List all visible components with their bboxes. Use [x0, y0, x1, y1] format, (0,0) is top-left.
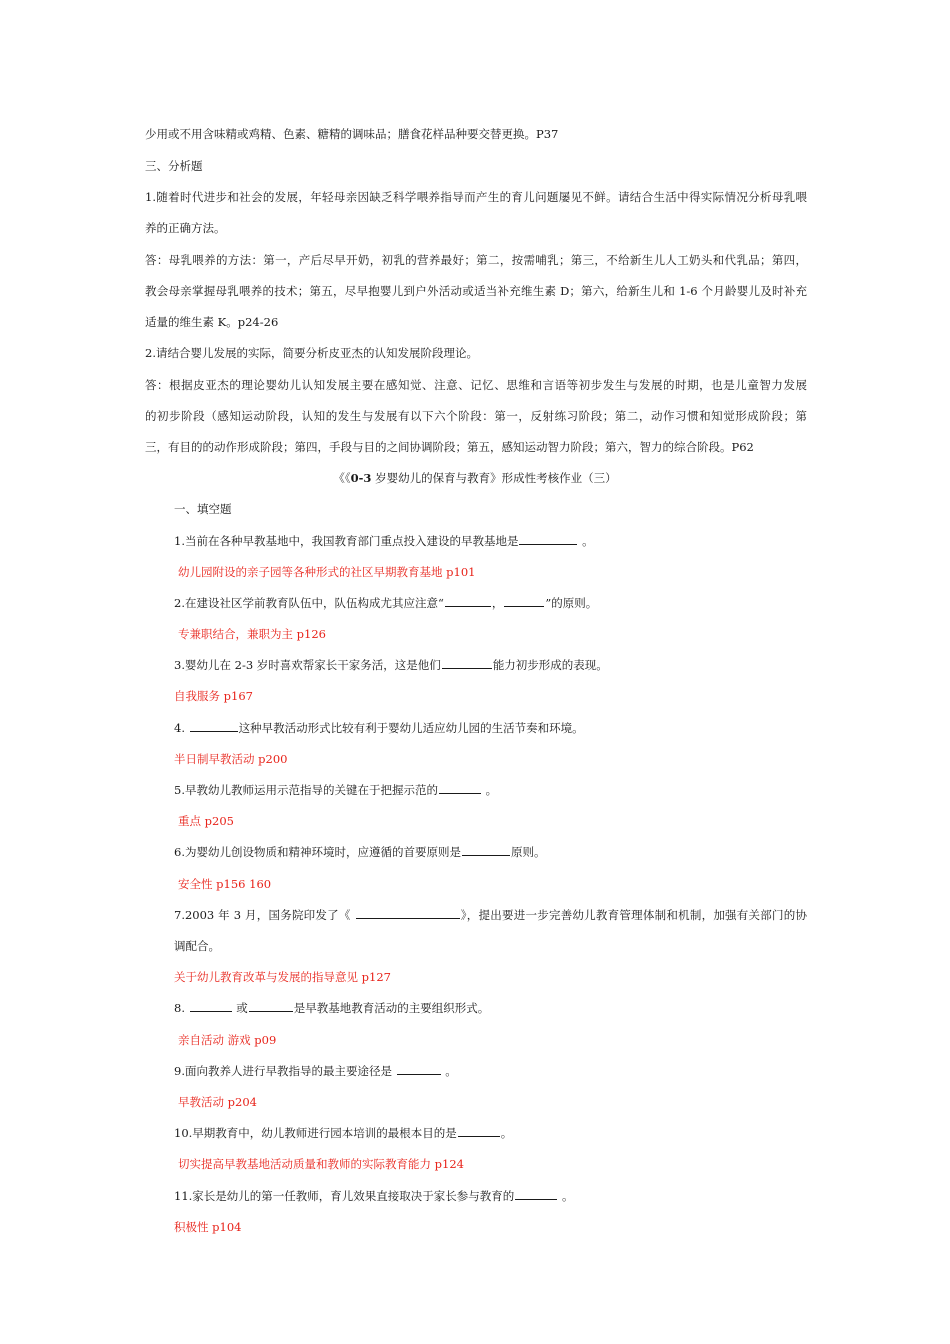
fill-answer-9: 早教活动 p204 [178, 1095, 257, 1109]
fill-answer-5: 重点 p205 [178, 814, 234, 828]
answer-blank[interactable] [439, 783, 481, 794]
paragraph-continuation: 少用或不用含味精或鸡精、色素、糖精的调味品；膳食花样品种要交替更换。P37 [145, 127, 559, 141]
fill-question-3: 3.婴幼儿在 2-3 岁时喜欢帮家长干家务活，这是他们 能力初步形成的表现。 [174, 658, 608, 672]
analysis-answer-2-line-3: 三，有目的的动作形成阶段；第四，手段与目的之间协调阶段；第五，感知运动智力阶段；第六，智力的综合阶段。P62 [145, 440, 754, 454]
answer-blank[interactable] [356, 908, 460, 919]
fill-answer-2: 专兼职结合，兼职为主 p126 [178, 627, 326, 641]
answer-blank[interactable] [504, 596, 544, 607]
fill-question-8: 8. 或 是早教基地教育活动的主要组织形式。 [174, 1001, 490, 1015]
fill-question-6: 6.为婴幼儿创设物质和精神环境时，应遵循的首要原则是 原则。 [174, 845, 546, 859]
fill-question-11: 11.家长是幼儿的第一任教师，育儿效果直接取决于家长参与教育的 。 [174, 1189, 574, 1203]
fill-question-4: 4. 这种早教活动形式比较有利于婴幼儿适应幼儿园的生活节奏和环境。 [174, 721, 584, 735]
answer-blank[interactable] [515, 1189, 557, 1200]
answer-blank[interactable] [458, 1126, 500, 1137]
analysis-answer-1-line-1: 答：母乳喂养的方法：第一，产后尽早开奶，初乳的营养最好；第二，按需哺乳；第三，不给新生儿人工奶头和代乳品；第四， [145, 253, 807, 267]
fill-answer-7: 关于幼儿教育改革与发展的指导意见 p127 [174, 970, 391, 984]
fill-question-9: 9.面向教养人进行早教指导的最主要途径是 。 [174, 1064, 457, 1078]
answer-blank[interactable] [190, 1001, 232, 1012]
fill-question-5: 5.早教幼儿教师运用示范指导的关键在于把握示范的 。 [174, 783, 498, 797]
fill-answer-10: 切实提高早教基地活动质量和教师的实际教育能力 p124 [178, 1157, 464, 1171]
answer-blank[interactable] [249, 1001, 293, 1012]
fill-answer-8: 亲自活动 游戏 p09 [178, 1033, 277, 1047]
fill-answer-11: 积极性 p104 [174, 1220, 242, 1234]
fill-answer-1: 幼儿园附设的亲子园等各种形式的社区早期教育基地 p101 [178, 565, 476, 579]
analysis-answer-1-line-2: 教会母亲掌握母乳喂养的技术；第五，尽早抱婴儿到户外活动或适当补充维生素 D；第六，给新生儿和 1-6 个月龄婴儿及时补充 [145, 284, 807, 298]
section-heading-fill-in: 一、填空题 [174, 502, 232, 516]
fill-answer-6: 安全性 p156 160 [178, 877, 272, 891]
fill-question-7-line-2: 调配合。 [174, 939, 220, 953]
analysis-question-1-line-1: 1.随着时代进步和社会的发展，年轻母亲因缺乏科学喂养指导而产生的育儿问题屡见不鲜。请结合生活中得实际情况分析母乳喂 [145, 190, 807, 204]
answer-blank[interactable] [445, 596, 491, 607]
fill-question-1: 1.当前在各种早教基地中，我国教育部门重点投入建设的早教基地是 。 [174, 534, 594, 548]
answer-blank[interactable] [190, 721, 238, 732]
answer-blank[interactable] [442, 658, 492, 669]
section-heading-analysis: 三、分析题 [145, 159, 203, 173]
analysis-question-1-line-2: 养的正确方法。 [145, 221, 226, 235]
analysis-answer-1-line-3: 适量的维生素 K。p24-26 [145, 315, 279, 329]
answer-blank[interactable] [519, 534, 577, 545]
fill-answer-4: 半日制早教活动 p200 [174, 752, 288, 766]
answer-blank[interactable] [462, 845, 510, 856]
fill-question-2: 2.在建设社区学前教育队伍中，队伍构成尤其应注意“ ， ”的原则。 [174, 596, 598, 610]
fill-answer-3: 自我服务 p167 [174, 689, 253, 703]
analysis-answer-2-line-1: 答：根据皮亚杰的理论婴幼儿认知发展主要在感知觉、注意、记忆、思维和言语等初步发生与发展的时期，也是儿童智力发展 [145, 378, 807, 392]
fill-question-10: 10.早期教育中，幼儿教师进行园本培训的最根本目的是 。 [174, 1126, 513, 1140]
analysis-question-2: 2.请结合婴儿发展的实际，简要分析皮亚杰的认知发展阶段理论。 [145, 346, 478, 360]
assignment-title: 《《0-3 岁婴幼儿的保育与教育》形成性考核作业（三） [333, 471, 617, 485]
fill-question-7-line-1: 7.2003 年 3 月，国务院印发了《 》，提出要进一步完善幼儿教育管理体制和机制，加强有关部门的协 [174, 908, 807, 922]
answer-blank[interactable] [397, 1064, 441, 1075]
analysis-answer-2-line-2: 的初步阶段（感知运动阶段，认知的发生与发展有以下六个阶段：第一，反射练习阶段；第二，动作习惯和知觉形成阶段；第 [145, 409, 807, 423]
